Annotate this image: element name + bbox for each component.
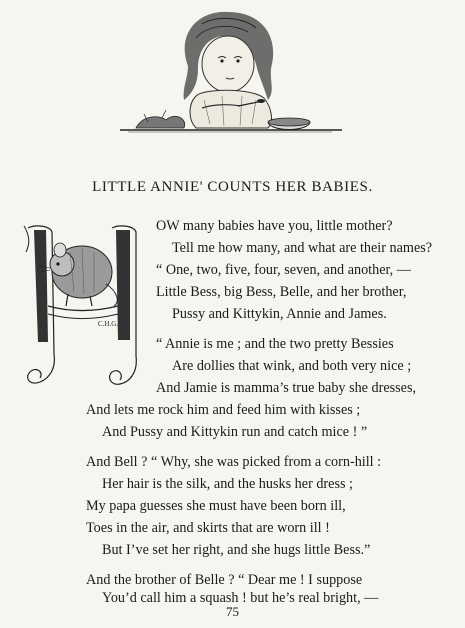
poem-line: Little Bess, big Bess, Belle, and her brother, (156, 284, 407, 300)
poem-line: You’d call him a squash ! but he’s real bright, — (102, 590, 379, 606)
artist-mark: C.H.G. (98, 320, 119, 328)
poem-line: Toes in the air, and skirts that are worn ill ! (86, 520, 330, 536)
poem-line: And Bell ? “ Why, she was picked from a corn-hill : (86, 454, 382, 470)
poem-line: But I’ve set her right, and she hugs little Bess.” (102, 542, 371, 558)
poem-line: And lets me rock him and feed him with kisses ; (86, 402, 361, 418)
poem-line: Pussy and Kittykin, Annie and James. (172, 306, 387, 322)
poem-line: Her hair is the silk, and the husks her dress ; (102, 476, 353, 492)
page-number: 75 (226, 604, 239, 619)
poem-line: “ One, two, five, four, seven, and another, — (156, 262, 411, 278)
poem-line: My papa guesses she must have been born ill, (86, 498, 346, 514)
drop-cap-h-mouse-illustration (20, 222, 142, 392)
poem-line: And Jamie is mamma’s true baby she dresses, (156, 380, 417, 396)
poem-line: OW many babies have you, little mother? (156, 218, 393, 234)
poem-line: And Pussy and Kittykin run and catch mice ! ” (102, 424, 368, 440)
poem-line: Are dollies that wink, and both very nice ; (172, 358, 412, 374)
poem-title: LITTLE ANNIE' COUNTS HER BABIES. (92, 179, 373, 195)
poem-line: “ Annie is me ; and the two pretty Bessies (156, 336, 394, 352)
poem-line: And the brother of Belle ? “ Dear me ! I suppose (86, 572, 363, 588)
poem-line: Tell me how many, and what are their names? (172, 240, 433, 256)
child-eating-illustration (118, 4, 344, 154)
